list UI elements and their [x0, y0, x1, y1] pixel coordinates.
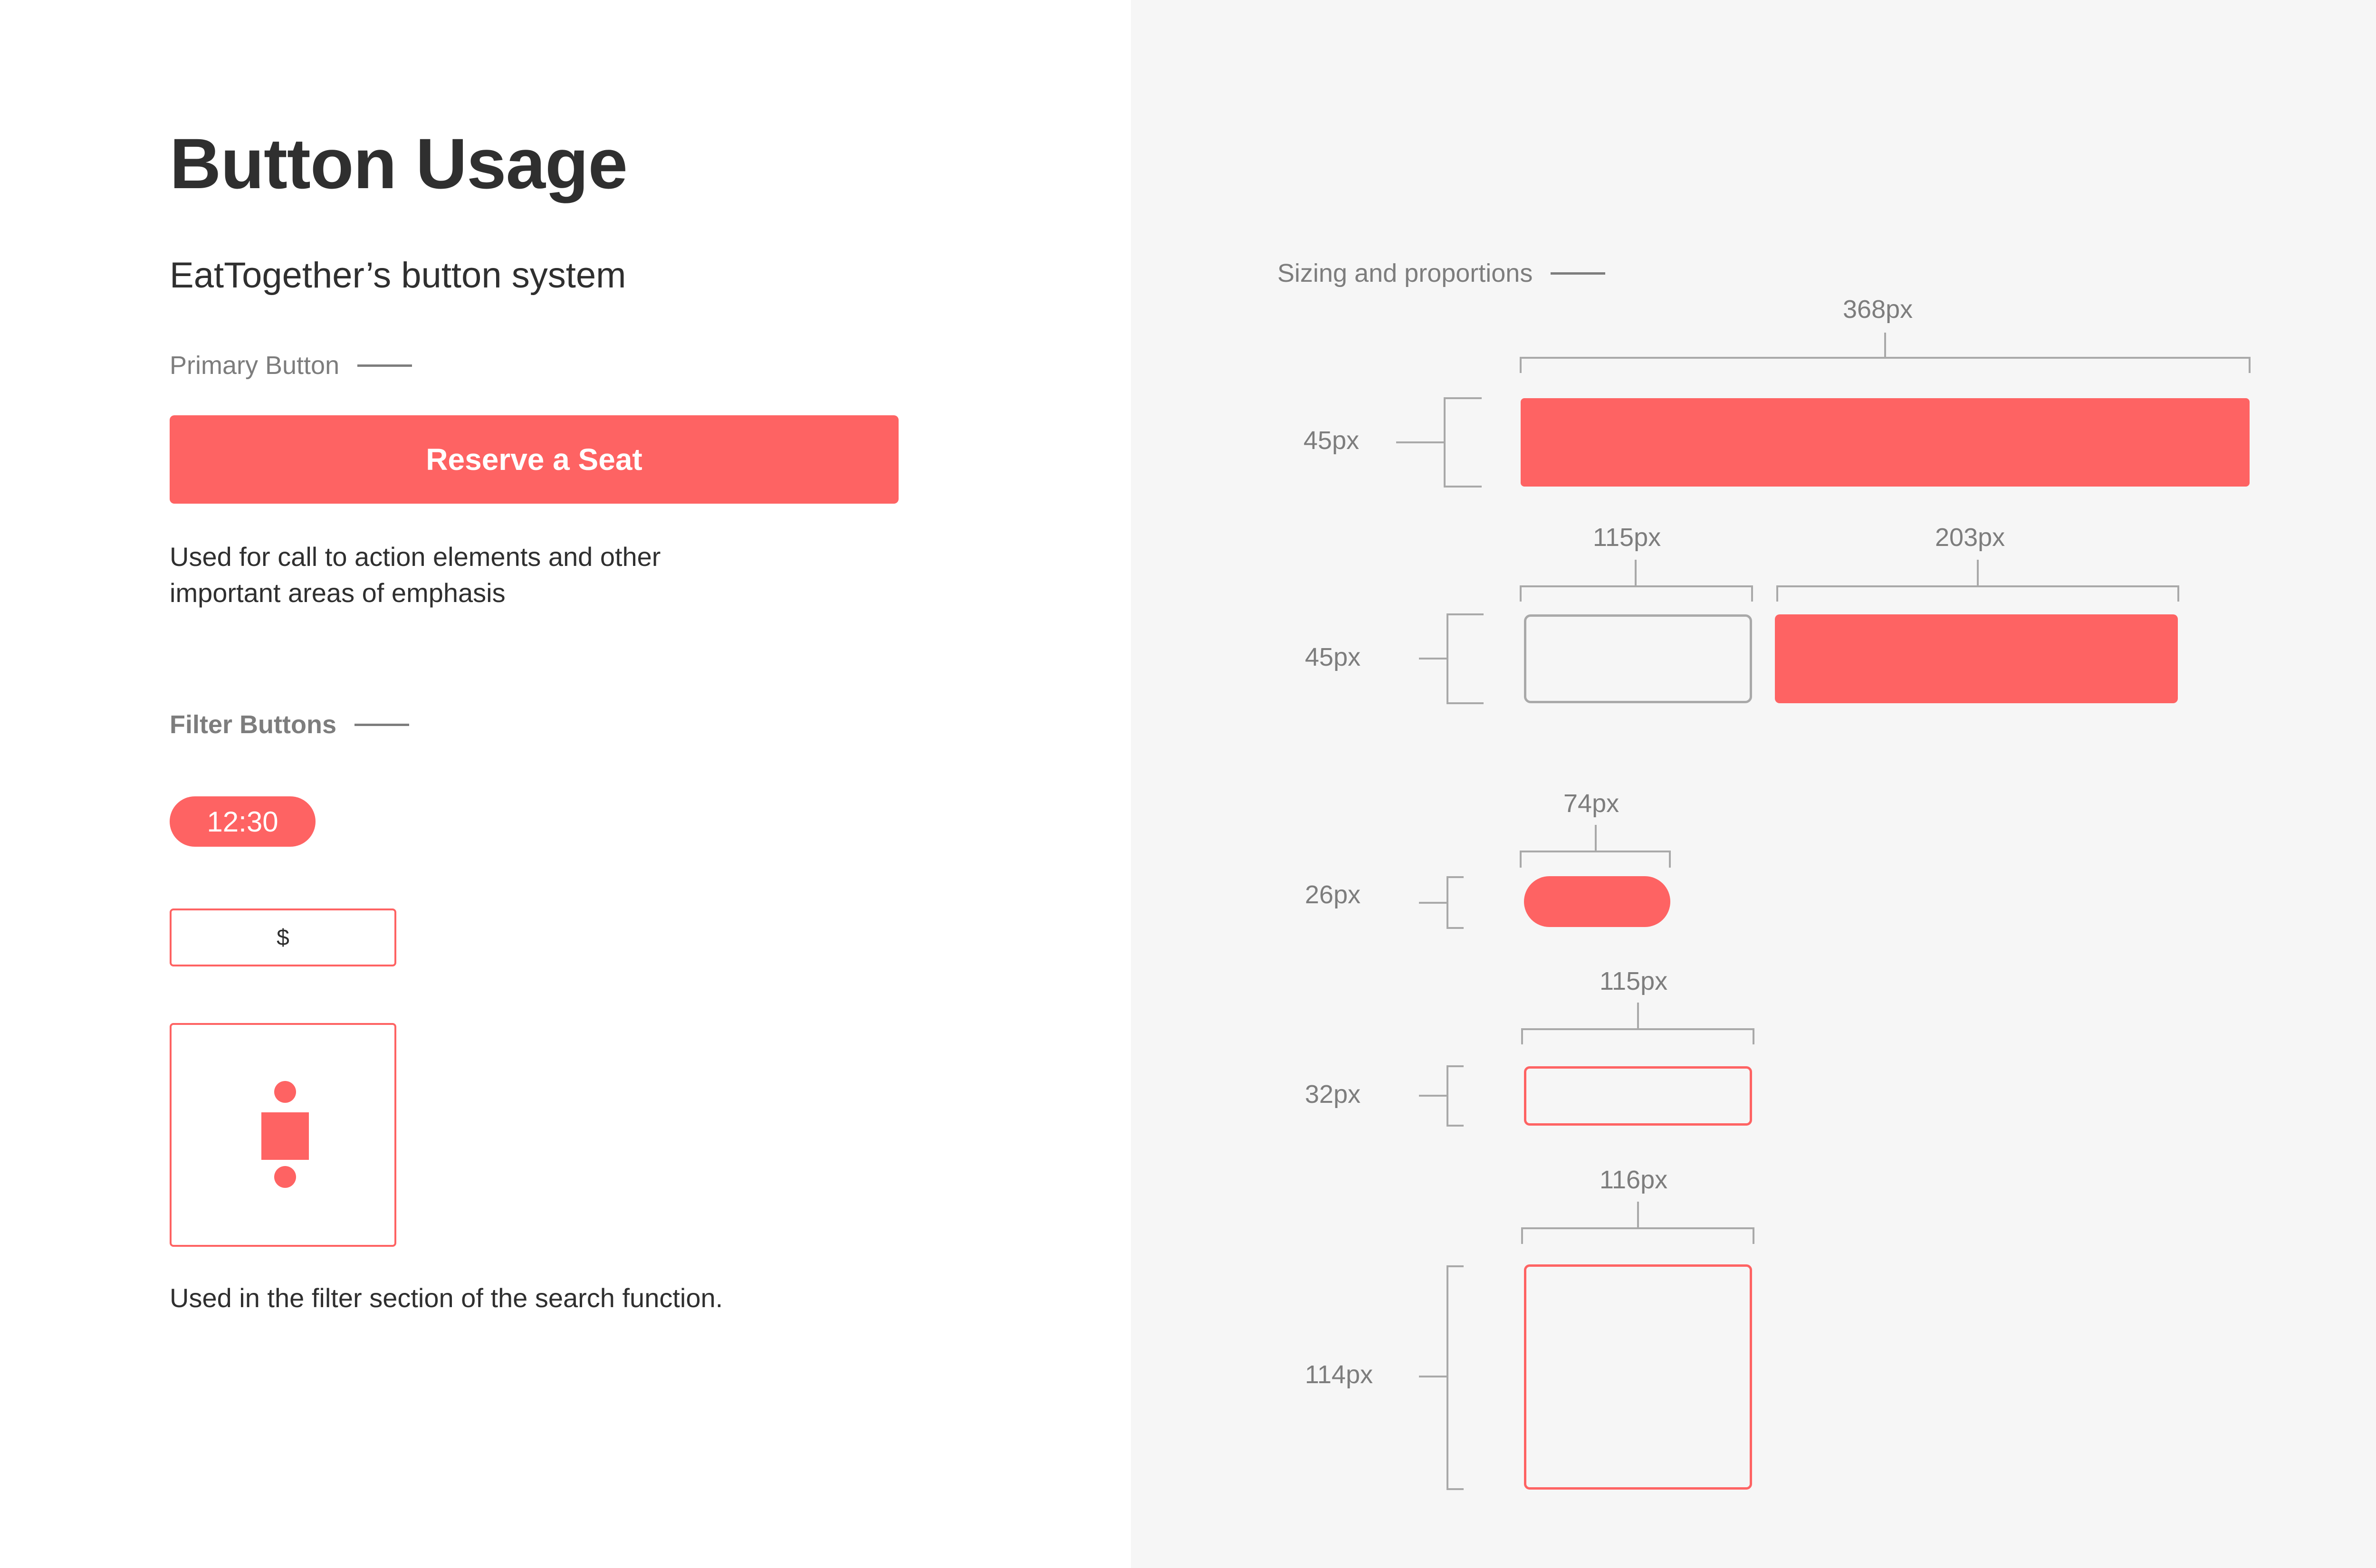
primary-button-specimen — [1775, 614, 2178, 703]
height-bracket — [1447, 614, 1484, 703]
width-bracket — [1521, 851, 1670, 868]
width-bracket — [1521, 586, 1752, 602]
primary-button-label-text: Primary Button — [170, 351, 340, 380]
height-bracket — [1445, 398, 1482, 487]
height-bracket — [1447, 1266, 1464, 1489]
filter-buttons-label-text: Filter Buttons — [170, 710, 336, 739]
height-bracket — [1447, 877, 1464, 928]
width-bracket — [1521, 358, 2250, 373]
width-label-115: 115px — [1600, 967, 1668, 995]
width-label-115: 115px — [1593, 523, 1661, 552]
width-bracket — [1522, 1029, 1753, 1044]
filter-square-specimen — [1524, 1264, 1752, 1490]
reserve-seat-button-label: Reserve a Seat — [426, 442, 642, 477]
width-label-116: 116px — [1600, 1166, 1668, 1194]
secondary-button-specimen — [1524, 614, 1752, 703]
height-label-32: 32px — [1305, 1080, 1361, 1109]
primary-description-line-2: important areas of emphasis — [170, 578, 506, 608]
width-label-368: 368px — [1843, 295, 1913, 324]
time-filter-chip-label: 12:30 — [207, 805, 278, 838]
height-label-45: 45px — [1303, 426, 1360, 455]
primary-description-line-1: Used for call to action elements and other — [170, 542, 661, 572]
page-subtitle: EatTogether’s button system — [170, 255, 626, 296]
sizing-label-text: Sizing and proportions — [1277, 259, 1533, 287]
height-label-45: 45px — [1305, 643, 1361, 671]
chip-specimen — [1524, 876, 1670, 927]
height-label-26: 26px — [1305, 880, 1361, 909]
height-bracket — [1447, 1066, 1464, 1126]
width-label-203: 203px — [1935, 523, 2005, 552]
filter-buttons-description: Used in the filter section of the search function. — [170, 1283, 723, 1313]
width-bracket — [1777, 586, 2178, 602]
price-filter-label: $ — [277, 925, 289, 950]
width-label-74: 74px — [1563, 789, 1619, 818]
primary-button-specimen — [1521, 398, 2250, 487]
width-bracket — [1522, 1228, 1753, 1244]
filter-rect-specimen — [1524, 1066, 1752, 1126]
page-title: Button Usage — [170, 124, 627, 203]
height-label-114: 114px — [1305, 1360, 1373, 1389]
